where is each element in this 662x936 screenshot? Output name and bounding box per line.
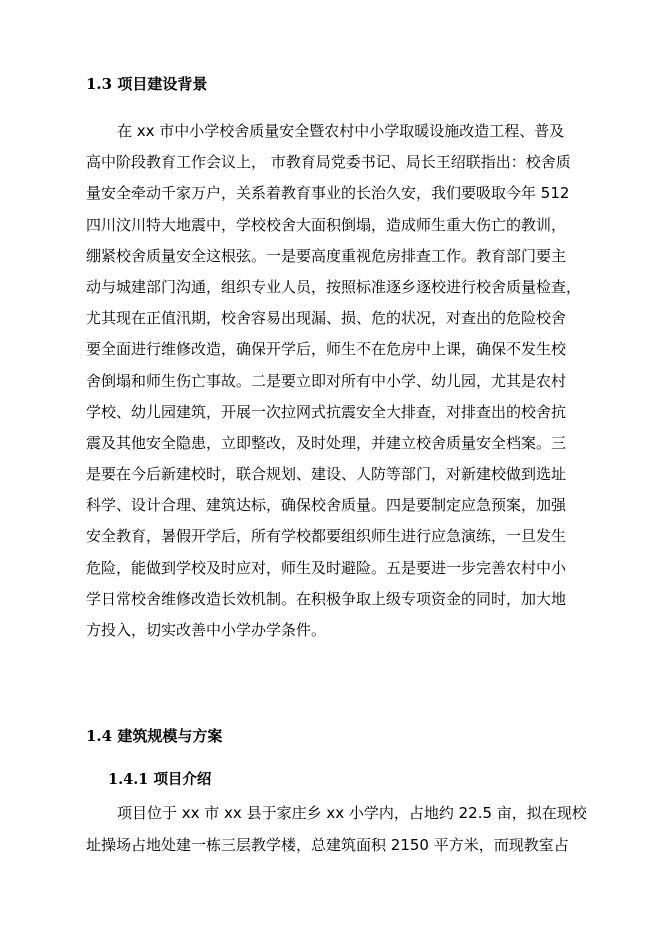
section-heading-1-4 [86, 725, 222, 746]
subsection-title: 项目介绍 [153, 772, 212, 788]
paragraph-line: 址操场占地处建一栋三层教学楼，总建筑面积 2150 平方米，而现教室占 [86, 836, 569, 854]
paragraph-line: 舍倒塌和师生伤亡事故。二是要立即对所有中小学、幼儿园，尤其是农村 [86, 371, 567, 390]
paragraph-line: 量安全牵动千家万户，关系着教育事业的长治久安，我们要吸取今年 512 [86, 184, 570, 203]
paragraph-line: 危险，能做到学校及时应对，师生及时避险。五是要进一步完善农村中小 [86, 558, 567, 577]
paragraph-line: 方投入，切实改善中小学办学条件。 [86, 621, 327, 639]
section-number: 1.3 [86, 75, 113, 93]
paragraph-line: 高中阶段教育工作会议上， 市教育局党委书记、局长王绍联指出：校舍质 [86, 153, 571, 172]
project-intro-paragraph [86, 797, 606, 861]
paragraph-line: 是要在今后新建校时，联合规划、建设、人防等部门，对新建校做到选址 [86, 465, 567, 484]
paragraph-line: 科学、设计合理、建筑达标，确保校舍质量。四是要制定应急预案，加强 [86, 496, 567, 515]
paragraph-line: 震及其他安全隐患，立即整改，及时处理，并建立校舍质量安全档案。三 [86, 433, 567, 452]
background-paragraph [86, 116, 606, 646]
paragraph-line: 四川汶川特大地震中，学校校舍大面积倒塌，造成师生重大伤亡的教训， [86, 215, 567, 234]
section-title: 建筑规模与方案 [117, 727, 223, 745]
paragraph-line: 安全教育，暑假开学后，所有学校都要组织师生进行应急演练，一旦发生 [86, 527, 567, 546]
subsection-number: 1.4.1 [108, 771, 149, 788]
subsection-heading-1-4-1 [108, 768, 211, 789]
paragraph-line: 在 xx 市中小学校舍质量安全暨农村中小学取暖设施改造工程、普及 [117, 122, 565, 140]
paragraph-line: 学校、幼儿园建筑，开展一次拉网式抗震安全大排查，对排查出的校舍抗 [86, 402, 567, 421]
paragraph-line: 绷紧校舍质量安全这根弦。一是要高度重视危房排查工作。教育部门要主 [86, 246, 567, 265]
section-number: 1.4 [86, 727, 113, 745]
paragraph-line: 要全面进行维修改造，确保开学后，师生不在危房中上课，确保不发生校 [86, 340, 567, 359]
section-heading-1-3 [86, 73, 207, 94]
paragraph-line: 项目位于 xx 市 xx 县于家庄乡 xx 小学内，占地约 22.5 亩，拟在现校 [117, 804, 587, 822]
paragraph-line: 动与城建部门沟通，组织专业人员，按照标准逐乡逐校进行校舍质量检查， [86, 277, 582, 296]
section-title: 项目建设背景 [117, 75, 208, 93]
paragraph-line: 尤其现在正值汛期，校舍容易出现漏、损、危的状况，对查出的危险校舍 [86, 309, 567, 328]
paragraph-line: 学日常校舍维修改造长效机制。在积极争取上级专项资金的同时，加大地 [86, 589, 567, 608]
